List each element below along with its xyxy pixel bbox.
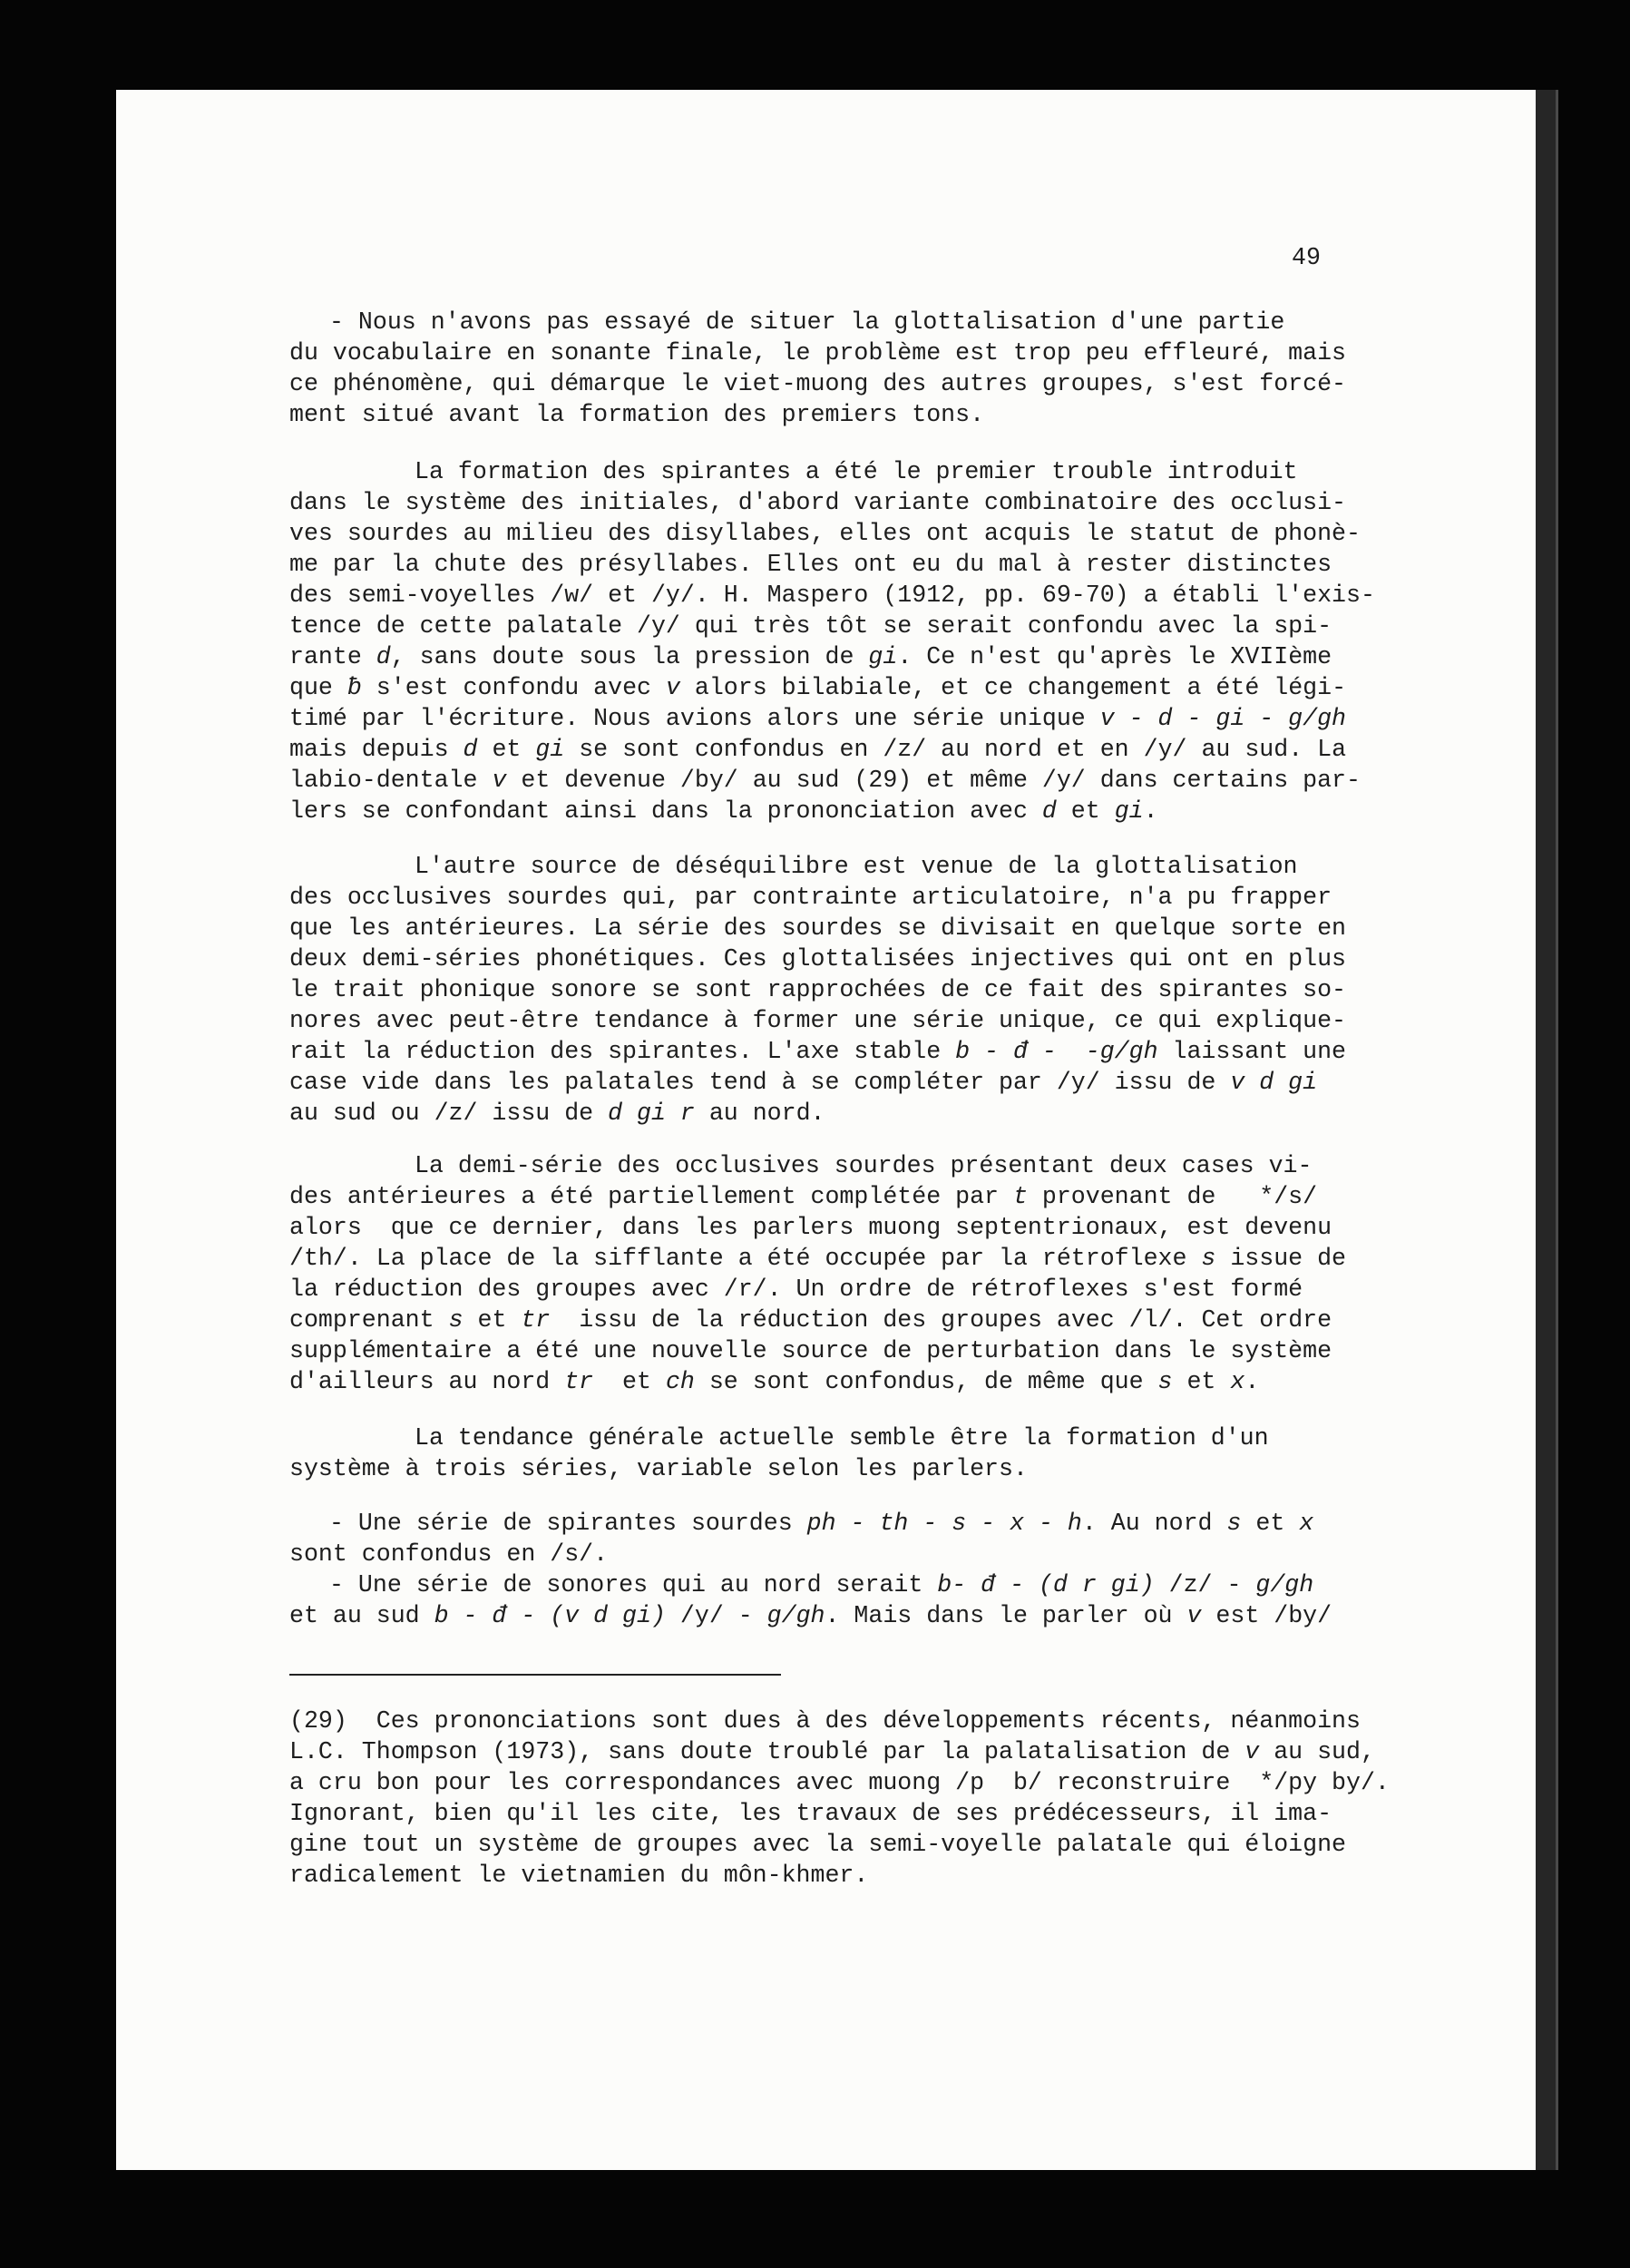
text-run: - Une série de spirantes sourdes <box>329 1510 807 1537</box>
text-run: rante <box>289 643 376 670</box>
text-line <box>289 974 1469 1005</box>
text-run: et <box>1241 1510 1300 1537</box>
text-run: nores avec peut-être tendance à former une série unique, ce qui explique- <box>289 1007 1346 1034</box>
text-line <box>289 672 1469 703</box>
text-line <box>289 1305 1469 1335</box>
text-run: - Une série de sonores qui au nord serait <box>329 1571 938 1598</box>
text-run: . <box>1143 797 1158 825</box>
text-run: lers se confondant ainsi dans la prononciation avec <box>289 797 1042 825</box>
text-line <box>289 1767 1469 1798</box>
text-run: L'autre source de déséquilibre est venue de la glottalisation <box>415 853 1298 880</box>
text-line <box>289 580 1469 611</box>
text-run: et <box>593 1368 666 1395</box>
text-line <box>289 913 1469 943</box>
text-line <box>289 703 1469 734</box>
text-run: sont confondus en /s/. <box>289 1540 609 1568</box>
text-run: alors que ce dernier, dans les parlers muong septentrionaux, est devenu <box>289 1214 1332 1241</box>
italic-term: ph - th - s - x - h <box>806 1510 1082 1537</box>
text-run: /y/ - <box>665 1602 767 1629</box>
text-line <box>289 337 1469 368</box>
italic-term: b - đ - -g/gh <box>955 1038 1158 1065</box>
text-line <box>289 487 1469 518</box>
text-line <box>289 549 1469 580</box>
text-line <box>289 641 1469 672</box>
paragraph-tendance <box>289 1422 1469 1484</box>
italic-term: g/gh <box>766 1602 825 1629</box>
italic-term: x <box>1230 1368 1245 1395</box>
text-run: laissant une <box>1157 1038 1347 1065</box>
list-item-sonores <box>289 1569 1469 1631</box>
italic-term: b- đ - (d r gi) <box>937 1571 1155 1598</box>
text-line <box>289 1736 1469 1767</box>
text-run: s'est confondu avec <box>361 674 666 701</box>
text-line <box>289 456 1469 487</box>
text-run: et <box>477 736 536 763</box>
text-run: radicalement le vietnamien du môn-khmer. <box>289 1862 869 1889</box>
text-line <box>289 1150 1469 1181</box>
text-line <box>289 1212 1469 1243</box>
text-line <box>289 851 1469 882</box>
text-run: issu de la réduction des groupes avec /l/. Cet ordre <box>550 1306 1332 1334</box>
italic-term: x <box>1299 1510 1314 1537</box>
text-line <box>289 1366 1469 1397</box>
text-run: , sans doute sous la pression de <box>390 643 869 670</box>
footnote-29 <box>289 1706 1469 1891</box>
text-run: . Mais dans le parler où <box>825 1602 1187 1629</box>
italic-term: ƀ <box>346 674 362 701</box>
italic-term: ch <box>665 1368 695 1395</box>
text-line <box>289 765 1469 796</box>
text-run: le trait phonique sonore se sont rapprochées de ce fait des spirantes so- <box>289 976 1346 1003</box>
text-run: mais depuis <box>289 736 464 763</box>
text-line <box>289 1569 1469 1600</box>
text-line <box>289 1274 1469 1305</box>
text-line <box>289 882 1469 913</box>
paragraph-desequilibre <box>289 851 1469 1129</box>
italic-term: v <box>1244 1738 1260 1765</box>
text-run: /z/ - <box>1154 1571 1256 1598</box>
text-run: La formation des spirantes a été le premier trouble introduit <box>415 458 1298 485</box>
italic-term: v - d - gi - g/gh <box>1099 705 1347 732</box>
text-run: supplémentaire a été une nouvelle source de perturbation dans le système <box>289 1337 1332 1364</box>
text-line <box>289 1005 1469 1036</box>
text-run: - Nous n'avons pas essayé de situer la glottalisation d'une partie <box>329 308 1285 336</box>
italic-term: s <box>1157 1368 1173 1395</box>
text-line <box>289 518 1469 549</box>
text-run: La tendance générale actuelle semble être la formation d'un <box>415 1424 1269 1452</box>
text-run: la réduction des groupes avec /r/. Un ordre de rétroflexes s'est formé <box>289 1276 1303 1303</box>
text-run: des antérieures a été partiellement complétée par <box>289 1183 1013 1210</box>
text-run: . Au nord <box>1081 1510 1227 1537</box>
text-run: L.C. Thompson (1973), sans doute troublé par la palatalisation de <box>289 1738 1245 1765</box>
text-line <box>289 307 1469 337</box>
italic-term: g/gh <box>1255 1571 1314 1598</box>
text-line <box>289 1067 1469 1098</box>
italic-term: gi <box>868 643 898 670</box>
text-run: système à trois séries, variable selon les parlers. <box>289 1455 1028 1482</box>
italic-term: d <box>463 736 478 763</box>
text-line <box>289 1335 1469 1366</box>
text-run: /th/. La place de la sifflante a été occupée par la rétroflexe <box>289 1245 1202 1272</box>
text-line <box>289 611 1469 641</box>
text-line <box>289 1860 1469 1891</box>
italic-term: v <box>1186 1602 1202 1629</box>
text-run: labio-dentale <box>289 767 493 794</box>
text-run: et <box>463 1306 522 1334</box>
text-run: au sud, <box>1259 1738 1375 1765</box>
italic-term: gi <box>535 736 565 763</box>
text-run: dans le système des initiales, d'abord variante combinatoire des occlusi- <box>289 489 1346 516</box>
text-run: case vide dans les palatales tend à se compléter par /y/ issu de <box>289 1069 1231 1096</box>
italic-term: d <box>1041 797 1057 825</box>
text-run: se sont confondus en /z/ au nord et en /y/ au sud. La <box>564 736 1347 763</box>
text-line <box>289 1243 1469 1274</box>
text-run: deux demi-séries phonétiques. Ces glottalisées injectives qui ont en plus <box>289 945 1346 973</box>
text-line <box>289 1422 1469 1453</box>
italic-term: v d gi <box>1230 1069 1318 1096</box>
text-run: est /by/ <box>1201 1602 1332 1629</box>
italic-term: v <box>492 767 507 794</box>
text-run: au nord. <box>694 1100 825 1127</box>
text-run: d'ailleurs au nord <box>289 1368 565 1395</box>
text-line <box>289 399 1469 430</box>
text-run: et <box>1172 1368 1231 1395</box>
text-run: provenant de */s/ <box>1027 1183 1318 1210</box>
italic-term: s <box>1201 1245 1216 1272</box>
text-run: des occlusives sourdes qui, par contrainte articulatoire, n'a pu frapper <box>289 884 1332 911</box>
text-run: se sont confondus, de même que <box>694 1368 1158 1395</box>
paragraph-spirantes <box>289 456 1469 826</box>
text-run: timé par l'écriture. Nous avions alors une série unique <box>289 705 1100 732</box>
text-line <box>289 1508 1469 1539</box>
text-run: que les antérieures. La série des sourdes se divisait en quelque sorte en <box>289 914 1346 942</box>
text-run: des semi-voyelles /w/ et /y/. H. Maspero (1912, pp. 69-70) a établi l'exis- <box>289 582 1375 609</box>
text-run: . <box>1244 1368 1260 1395</box>
text-line <box>289 1600 1469 1631</box>
page-edge <box>1536 90 1558 2170</box>
italic-term: d <box>376 643 391 670</box>
italic-term: gi <box>1114 797 1144 825</box>
text-line <box>289 1181 1469 1212</box>
text-line <box>289 1706 1469 1736</box>
italic-term: tr <box>521 1306 551 1334</box>
text-line <box>289 1829 1469 1860</box>
text-run: et devenue /by/ au sud (29) et même /y/ dans certains par- <box>506 767 1361 794</box>
text-line <box>289 1798 1469 1829</box>
italic-term: s <box>448 1306 464 1334</box>
text-line <box>289 796 1469 826</box>
paragraph-demi-serie <box>289 1150 1469 1397</box>
text-run: La demi-série des occlusives sourdes présentant deux cases vi- <box>415 1152 1313 1179</box>
text-run: et <box>1056 797 1115 825</box>
text-line <box>289 1098 1469 1129</box>
page-number: 49 <box>1292 244 1321 271</box>
text-run: . Ce n'est qu'après le XVIIème <box>897 643 1332 670</box>
italic-term: b - đ - (v d gi) <box>434 1602 666 1629</box>
text-line <box>289 734 1469 765</box>
italic-term: d gi r <box>608 1100 695 1127</box>
text-run: issue de <box>1215 1245 1347 1272</box>
list-item-spirantes <box>289 1508 1469 1569</box>
text-run: ment situé avant la formation des premiers tons. <box>289 401 985 428</box>
text-run: du vocabulaire en sonante finale, le problème est trop peu effleuré, mais <box>289 339 1346 367</box>
text-run: Ignorant, bien qu'il les cite, les travaux de ses prédécesseurs, il ima- <box>289 1800 1332 1827</box>
paragraph-glottalisation <box>289 307 1469 430</box>
text-run: (29) Ces prononciations sont dues à des développements récents, néanmoins <box>289 1707 1361 1735</box>
text-run: ce phénomène, qui démarque le viet-muong des autres groupes, s'est forcé- <box>289 370 1346 397</box>
italic-term: v <box>665 674 680 701</box>
text-line <box>289 1453 1469 1484</box>
text-run: que <box>289 674 347 701</box>
text-run: tence de cette palatale /y/ qui très tôt se serait confondu avec la spi- <box>289 612 1332 640</box>
text-line <box>289 368 1469 399</box>
text-run: a cru bon pour les correspondances avec muong /p b/ reconstruire */py by/. <box>289 1769 1390 1796</box>
text-line <box>289 943 1469 974</box>
text-line <box>289 1539 1469 1569</box>
text-run: alors bilabiale, et ce changement a été légi- <box>679 674 1347 701</box>
text-run: et au sud <box>289 1602 434 1629</box>
text-run: rait la réduction des spirantes. L'axe stable <box>289 1038 956 1065</box>
italic-term: s <box>1226 1510 1242 1537</box>
italic-term: t <box>1012 1183 1028 1210</box>
text-run: ves sourdes au milieu des disyllabes, elles ont acquis le statut de phonè- <box>289 520 1361 547</box>
text-run: au sud ou /z/ issu de <box>289 1100 609 1127</box>
text-line <box>289 1036 1469 1067</box>
text-run: me par la chute des présyllabes. Elles ont eu du mal à rester distinctes <box>289 551 1332 578</box>
text-run: gine tout un système de groupes avec la semi-voyelle palatale qui éloigne <box>289 1831 1346 1858</box>
italic-term: tr <box>564 1368 594 1395</box>
text-run: comprenant <box>289 1306 449 1334</box>
footnote-rule <box>289 1674 781 1676</box>
